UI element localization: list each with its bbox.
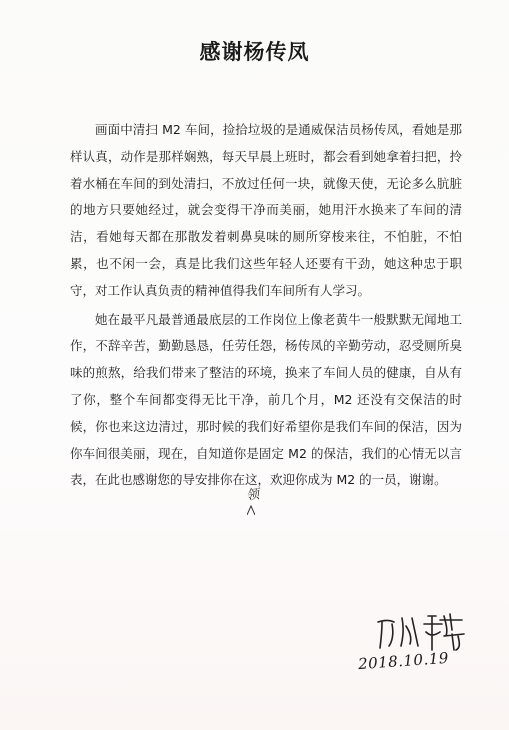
handwritten-signature bbox=[372, 606, 472, 656]
paragraph-2: 她在最平凡最普通最底层的工作岗位上像老黄牛一般默默无闻地工作，不辞辛苦，勤勤恳恳，任劳任怨，杨传凤的辛勤劳动，忍受厕所臭味的煎熬，给我们带来了整洁的环境，换来了车间人员的健康，自从有了你，整个车间都变得无比干净，前几个月，M2 还没有交保洁的时候，你也来这边清过，那时候的我们好希望你是我们车间的保洁，因为你车间很美丽，现在，自知道你是固定 M2 的保洁，我们的心情无以言表，在此也感谢您的导安排你在这，欢迎你成为 M2 的一员，谢谢。 bbox=[70, 311, 462, 488]
signature-date: 2018.10.19 bbox=[357, 648, 450, 674]
letter-title: 感谢杨传凤 bbox=[199, 40, 310, 64]
insertion-caret-icon bbox=[247, 505, 255, 515]
letter-body bbox=[70, 117, 462, 496]
paragraph-1: 画面中清扫 M2 车间，捡拾垃圾的是通威保洁员杨传凤，看她是那样认真，动作是那样娴熟，每天早晨上班时，都会看到她拿着扫把，拎着水桶在车间的到处清扫，不放过任何一块，就像天使，无论多么肮脏的地方只要她经过，就会变得干净而美丽，她用汗水换来了车间的清洁，看她每天都在那散发着刺鼻臭味的厕所穿梭来往，不怕脏，不怕累，也不闲一会，真是比我们这些年轻人还要有干劲，她这种忠于职守，对工作认真负责的精神值得我们车间所有人学习。 bbox=[70, 122, 462, 298]
handwritten-insertion: 领 bbox=[245, 487, 261, 504]
